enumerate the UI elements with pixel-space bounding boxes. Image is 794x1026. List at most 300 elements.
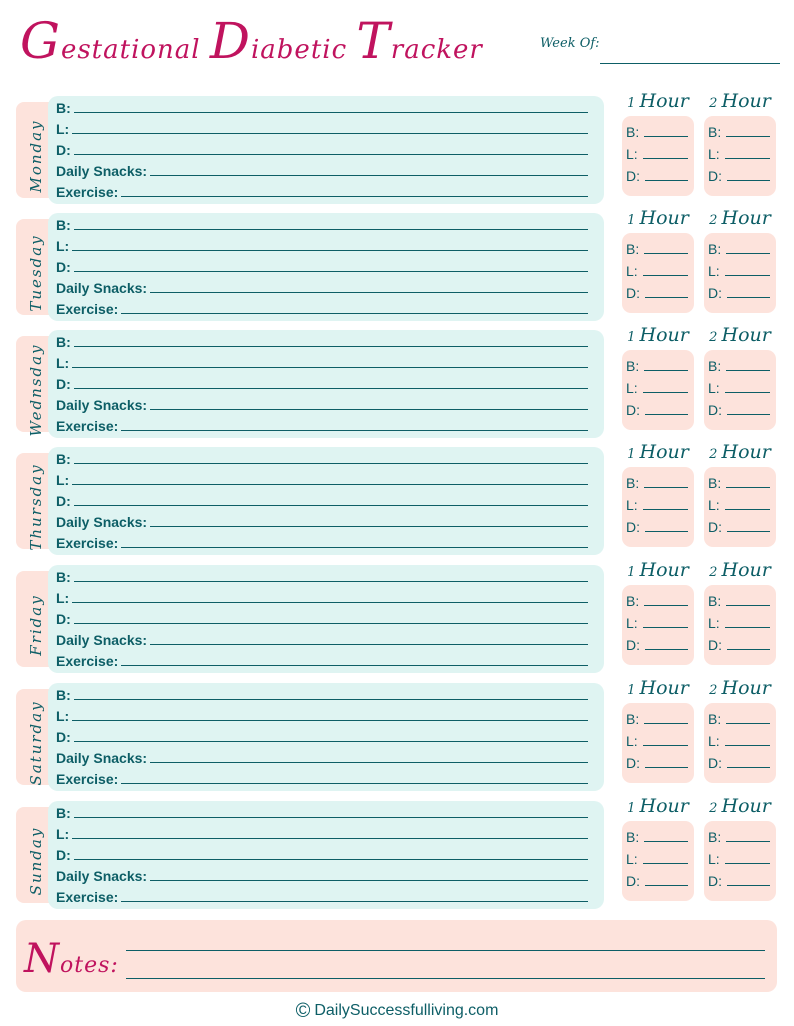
notes-label: Notes:	[24, 936, 119, 982]
glucose-row[interactable]	[626, 166, 688, 184]
glucose-line[interactable]	[644, 370, 688, 371]
meal-label: L:	[56, 355, 70, 371]
day-name: Wednsday	[27, 343, 45, 437]
glucose-line[interactable]	[645, 767, 688, 768]
glucose-line[interactable]	[725, 275, 770, 276]
glucose-box	[622, 585, 694, 665]
glucose-box	[704, 350, 776, 430]
glucose-row[interactable]	[626, 591, 688, 609]
hour-header	[621, 324, 695, 346]
meal-row[interactable]	[56, 607, 588, 627]
meal-label: D:	[56, 611, 71, 627]
meal-line[interactable]	[74, 741, 588, 742]
hour-number: 2	[709, 565, 718, 580]
glucose-label: L:	[626, 146, 638, 162]
week-of-field[interactable]	[540, 36, 780, 66]
glucose-row[interactable]	[626, 144, 688, 162]
glucose-label: B:	[626, 358, 640, 374]
meal-box	[48, 213, 604, 321]
meal-line[interactable]	[72, 484, 588, 485]
hour-header	[703, 207, 777, 229]
glucose-box	[704, 703, 776, 783]
meal-row[interactable]	[56, 565, 588, 585]
meal-label: L:	[56, 121, 70, 137]
glucose-row[interactable]	[626, 261, 688, 279]
meal-line[interactable]	[121, 547, 588, 548]
meal-line[interactable]	[74, 699, 588, 700]
glucose-label: D:	[708, 873, 722, 889]
meal-line[interactable]	[150, 644, 588, 645]
glucose-row[interactable]	[708, 849, 770, 867]
hour-word: Hour	[639, 90, 689, 112]
meal-label: D:	[56, 493, 71, 509]
glucose-row[interactable]	[708, 261, 770, 279]
day-name: Monday	[27, 119, 45, 193]
glucose-line[interactable]	[645, 414, 688, 415]
meal-line[interactable]	[74, 112, 588, 113]
glucose-line[interactable]	[643, 509, 688, 510]
glucose-row[interactable]	[708, 591, 770, 609]
glucose-line[interactable]	[644, 841, 688, 842]
glucose-line[interactable]	[643, 275, 688, 276]
glucose-label: D:	[626, 637, 640, 653]
meal-row[interactable]	[56, 372, 588, 392]
meal-label: Exercise:	[56, 184, 119, 200]
meal-line[interactable]	[72, 367, 588, 368]
hour-number: 2	[709, 801, 718, 816]
glucose-line[interactable]	[644, 487, 688, 488]
glucose-line[interactable]	[645, 180, 688, 181]
glucose-line[interactable]	[645, 531, 688, 532]
glucose-label: L:	[708, 146, 720, 162]
hour-number: 1	[627, 801, 636, 816]
glucose-row[interactable]	[626, 635, 688, 653]
meal-box	[48, 565, 604, 673]
meal-row[interactable]	[56, 704, 588, 724]
meal-label: D:	[56, 259, 71, 275]
glucose-line[interactable]	[727, 414, 770, 415]
glucose-row[interactable]	[708, 166, 770, 184]
day-name: Saturday	[27, 700, 45, 786]
meal-row[interactable]	[56, 531, 588, 551]
glucose-row[interactable]	[708, 400, 770, 418]
glucose-line[interactable]	[645, 297, 688, 298]
meal-label: Daily Snacks:	[56, 280, 148, 296]
week-of-label: Week Of:	[540, 36, 600, 51]
glucose-line[interactable]	[727, 531, 770, 532]
glucose-box	[704, 467, 776, 547]
meal-row[interactable]	[56, 159, 588, 179]
hour-header	[703, 90, 777, 112]
meal-label: Daily Snacks:	[56, 632, 148, 648]
meal-line[interactable]	[121, 665, 588, 666]
glucose-row[interactable]	[626, 849, 688, 867]
glucose-row[interactable]	[626, 400, 688, 418]
glucose-line[interactable]	[727, 885, 770, 886]
meal-row[interactable]	[56, 683, 588, 703]
hour-number: 1	[627, 565, 636, 580]
hour-header	[621, 90, 695, 112]
meal-line[interactable]	[74, 505, 588, 506]
glucose-line[interactable]	[725, 158, 770, 159]
day-name: Thursday	[27, 463, 45, 551]
glucose-row[interactable]	[708, 239, 770, 257]
meal-row[interactable]	[56, 628, 588, 648]
glucose-box	[622, 350, 694, 430]
meal-row[interactable]	[56, 414, 588, 434]
day-section	[16, 90, 794, 208]
hour-number: 2	[709, 213, 718, 228]
hour-word: Hour	[639, 207, 689, 229]
meal-line[interactable]	[150, 292, 588, 293]
glucose-row[interactable]	[626, 495, 688, 513]
day-section	[16, 677, 794, 795]
meal-line[interactable]	[150, 175, 588, 176]
hour-number: 1	[627, 330, 636, 345]
glucose-line[interactable]	[727, 649, 770, 650]
glucose-box	[622, 233, 694, 313]
glucose-row[interactable]	[626, 709, 688, 727]
meal-label: B:	[56, 334, 71, 350]
glucose-row[interactable]	[708, 122, 770, 140]
glucose-row[interactable]	[708, 613, 770, 631]
meal-row[interactable]	[56, 234, 588, 254]
meal-label: B:	[56, 217, 71, 233]
meal-row[interactable]	[56, 843, 588, 863]
meal-row[interactable]	[56, 725, 588, 745]
hour-header	[703, 795, 777, 817]
glucose-line[interactable]	[644, 723, 688, 724]
glucose-label: B:	[626, 829, 640, 845]
glucose-label: D:	[708, 637, 722, 653]
meal-line[interactable]	[74, 463, 588, 464]
meal-label: Daily Snacks:	[56, 868, 148, 884]
hour-header	[621, 795, 695, 817]
hour-word: Hour	[721, 559, 771, 581]
meal-label: D:	[56, 142, 71, 158]
day-section	[16, 559, 794, 677]
hour-word: Hour	[639, 324, 689, 346]
hour-number: 1	[627, 213, 636, 228]
meal-line[interactable]	[121, 430, 588, 431]
meal-row[interactable]	[56, 213, 588, 233]
meal-label: B:	[56, 805, 71, 821]
glucose-row[interactable]	[708, 709, 770, 727]
glucose-row[interactable]	[626, 122, 688, 140]
glucose-line[interactable]	[643, 392, 688, 393]
glucose-line[interactable]	[643, 627, 688, 628]
hour-number: 2	[709, 447, 718, 462]
hour-word: Hour	[639, 677, 689, 699]
glucose-label: L:	[626, 263, 638, 279]
glucose-line[interactable]	[725, 509, 770, 510]
meal-label: Daily Snacks:	[56, 750, 148, 766]
notes-line[interactable]	[126, 978, 765, 979]
meal-label: Exercise:	[56, 418, 119, 434]
hour-word: Hour	[721, 324, 771, 346]
glucose-row[interactable]	[626, 356, 688, 374]
glucose-label: B:	[626, 475, 640, 491]
hour-word: Hour	[721, 677, 771, 699]
glucose-line[interactable]	[643, 158, 688, 159]
meal-label: Daily Snacks:	[56, 397, 148, 413]
meal-label: Exercise:	[56, 771, 119, 787]
meal-row[interactable]	[56, 885, 588, 905]
hour-number: 1	[627, 683, 636, 698]
glucose-line[interactable]	[726, 841, 770, 842]
meal-line[interactable]	[121, 196, 588, 197]
meal-line[interactable]	[74, 346, 588, 347]
glucose-row[interactable]	[626, 827, 688, 845]
meal-line[interactable]	[72, 838, 588, 839]
glucose-label: B:	[708, 829, 722, 845]
meal-box	[48, 330, 604, 438]
meal-row[interactable]	[56, 822, 588, 842]
meal-line[interactable]	[150, 409, 588, 410]
glucose-label: L:	[708, 380, 720, 396]
glucose-box	[622, 821, 694, 901]
meal-line[interactable]	[74, 817, 588, 818]
glucose-line[interactable]	[644, 253, 688, 254]
glucose-label: L:	[626, 615, 638, 631]
glucose-label: D:	[626, 519, 640, 535]
notes-line[interactable]	[126, 950, 765, 951]
hour-header	[621, 207, 695, 229]
meal-line[interactable]	[72, 133, 588, 134]
hour-header	[621, 559, 695, 581]
glucose-row[interactable]	[626, 753, 688, 771]
meal-row[interactable]	[56, 351, 588, 371]
meal-row[interactable]	[56, 801, 588, 821]
glucose-line[interactable]	[726, 253, 770, 254]
hour-number: 2	[709, 330, 718, 345]
glucose-label: B:	[708, 124, 722, 140]
hour-word: Hour	[721, 441, 771, 463]
glucose-row[interactable]	[626, 517, 688, 535]
glucose-box	[704, 233, 776, 313]
meal-label: L:	[56, 238, 70, 254]
meal-row[interactable]	[56, 330, 588, 350]
glucose-row[interactable]	[708, 356, 770, 374]
glucose-label: D:	[626, 873, 640, 889]
glucose-label: B:	[708, 358, 722, 374]
glucose-label: D:	[708, 285, 722, 301]
meal-row[interactable]	[56, 393, 588, 413]
glucose-row[interactable]	[626, 613, 688, 631]
hour-header	[621, 677, 695, 699]
glucose-line[interactable]	[644, 605, 688, 606]
meal-label: B:	[56, 451, 71, 467]
glucose-row[interactable]	[708, 827, 770, 845]
meal-row[interactable]	[56, 117, 588, 137]
glucose-row[interactable]	[626, 283, 688, 301]
glucose-box	[622, 116, 694, 196]
meal-box	[48, 683, 604, 791]
meal-row[interactable]	[56, 746, 588, 766]
meal-line[interactable]	[121, 783, 588, 784]
glucose-label: D:	[626, 755, 640, 771]
hour-number: 2	[709, 96, 718, 111]
glucose-row[interactable]	[708, 731, 770, 749]
meal-label: D:	[56, 729, 71, 745]
meal-row[interactable]	[56, 447, 588, 467]
meal-line[interactable]	[72, 720, 588, 721]
glucose-row[interactable]	[708, 473, 770, 491]
glucose-label: D:	[708, 519, 722, 535]
day-name: Sunday	[27, 826, 45, 896]
glucose-row[interactable]	[708, 144, 770, 162]
glucose-label: L:	[708, 733, 720, 749]
glucose-box	[704, 821, 776, 901]
glucose-row[interactable]	[708, 378, 770, 396]
glucose-row[interactable]	[626, 871, 688, 889]
glucose-line[interactable]	[726, 605, 770, 606]
glucose-line[interactable]	[727, 297, 770, 298]
glucose-label: B:	[708, 711, 722, 727]
day-name: Tuesday	[27, 234, 45, 312]
meal-row[interactable]	[56, 255, 588, 275]
glucose-label: L:	[708, 497, 720, 513]
meal-row[interactable]	[56, 510, 588, 530]
copyright-icon: ©	[295, 1000, 311, 1022]
glucose-line[interactable]	[726, 487, 770, 488]
meal-row[interactable]	[56, 864, 588, 884]
meal-label: Daily Snacks:	[56, 163, 148, 179]
glucose-line[interactable]	[643, 863, 688, 864]
glucose-box	[704, 585, 776, 665]
glucose-label: D:	[708, 168, 722, 184]
glucose-row[interactable]	[708, 283, 770, 301]
hour-word: Hour	[639, 441, 689, 463]
notes-section[interactable]	[16, 920, 777, 992]
meal-label: B:	[56, 569, 71, 585]
glucose-label: L:	[626, 380, 638, 396]
meal-line[interactable]	[121, 901, 588, 902]
week-of-line	[600, 63, 780, 64]
meal-row[interactable]	[56, 96, 588, 116]
glucose-label: B:	[626, 124, 640, 140]
meal-row[interactable]	[56, 468, 588, 488]
glucose-line[interactable]	[727, 180, 770, 181]
glucose-label: D:	[626, 285, 640, 301]
glucose-label: B:	[626, 241, 640, 257]
meal-row[interactable]	[56, 489, 588, 509]
glucose-line[interactable]	[644, 136, 688, 137]
meal-line[interactable]	[121, 313, 588, 314]
day-section	[16, 441, 794, 559]
glucose-line[interactable]	[726, 370, 770, 371]
glucose-label: D:	[626, 168, 640, 184]
meal-label: D:	[56, 376, 71, 392]
meal-line[interactable]	[74, 581, 588, 582]
glucose-label: B:	[708, 593, 722, 609]
meal-line[interactable]	[74, 154, 588, 155]
glucose-row[interactable]	[626, 731, 688, 749]
glucose-row[interactable]	[708, 517, 770, 535]
glucose-row[interactable]	[626, 378, 688, 396]
hour-word: Hour	[639, 559, 689, 581]
glucose-label: D:	[626, 402, 640, 418]
meal-line[interactable]	[72, 602, 588, 603]
hour-header	[703, 324, 777, 346]
meal-label: B:	[56, 687, 71, 703]
meal-row[interactable]	[56, 297, 588, 317]
day-section	[16, 207, 794, 325]
glucose-line[interactable]	[645, 885, 688, 886]
glucose-row[interactable]	[708, 871, 770, 889]
meal-line[interactable]	[74, 623, 588, 624]
glucose-row[interactable]	[626, 473, 688, 491]
meal-line[interactable]	[150, 880, 588, 881]
meal-line[interactable]	[74, 229, 588, 230]
glucose-row[interactable]	[708, 495, 770, 513]
glucose-line[interactable]	[645, 649, 688, 650]
glucose-row[interactable]	[708, 635, 770, 653]
meal-row[interactable]	[56, 276, 588, 296]
glucose-label: B:	[708, 475, 722, 491]
meal-line[interactable]	[74, 388, 588, 389]
page-title: Gestational Diabetic Tracker	[20, 12, 483, 70]
day-section	[16, 324, 794, 442]
footer-site: DailySuccessfulliving.com	[314, 1002, 499, 1019]
glucose-line[interactable]	[643, 745, 688, 746]
glucose-row[interactable]	[626, 239, 688, 257]
glucose-label: L:	[626, 497, 638, 513]
meal-label: B:	[56, 100, 71, 116]
meal-row[interactable]	[56, 767, 588, 787]
glucose-line[interactable]	[725, 745, 770, 746]
hour-number: 1	[627, 96, 636, 111]
glucose-line[interactable]	[725, 627, 770, 628]
hour-number: 2	[709, 683, 718, 698]
meal-box	[48, 801, 604, 909]
meal-label: Exercise:	[56, 889, 119, 905]
meal-label: L:	[56, 708, 70, 724]
hour-word: Hour	[721, 90, 771, 112]
meal-row[interactable]	[56, 586, 588, 606]
day-name: Friday	[27, 594, 45, 656]
hour-header	[703, 559, 777, 581]
meal-line[interactable]	[74, 859, 588, 860]
glucose-line[interactable]	[725, 392, 770, 393]
glucose-line[interactable]	[726, 723, 770, 724]
glucose-label: L:	[626, 733, 638, 749]
meal-row[interactable]	[56, 180, 588, 200]
hour-word: Hour	[639, 795, 689, 817]
meal-label: Exercise:	[56, 653, 119, 669]
glucose-line[interactable]	[727, 767, 770, 768]
glucose-line[interactable]	[726, 136, 770, 137]
glucose-line[interactable]	[725, 863, 770, 864]
meal-label: L:	[56, 826, 70, 842]
meal-line[interactable]	[72, 250, 588, 251]
meal-line[interactable]	[150, 526, 588, 527]
glucose-row[interactable]	[708, 753, 770, 771]
glucose-label: B:	[626, 593, 640, 609]
hour-header	[703, 677, 777, 699]
glucose-label: D:	[708, 755, 722, 771]
meal-line[interactable]	[150, 762, 588, 763]
glucose-label: B:	[626, 711, 640, 727]
meal-line[interactable]	[74, 271, 588, 272]
meal-row[interactable]	[56, 649, 588, 669]
meal-row[interactable]	[56, 138, 588, 158]
day-section	[16, 795, 794, 913]
hour-word: Hour	[721, 207, 771, 229]
glucose-label: D:	[708, 402, 722, 418]
glucose-box	[622, 467, 694, 547]
glucose-box	[622, 703, 694, 783]
